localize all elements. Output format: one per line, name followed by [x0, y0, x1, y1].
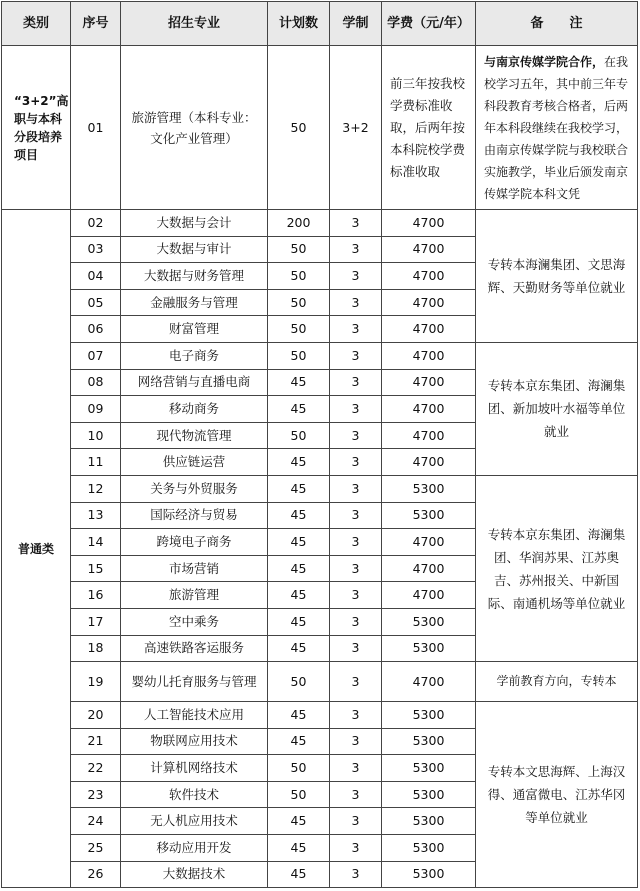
- row-duration: 3: [330, 369, 382, 396]
- header-plan: 计划数: [268, 2, 330, 46]
- row-plan: 45: [268, 449, 330, 476]
- row-fee: 5300: [382, 728, 476, 755]
- row-fee: 4700: [382, 263, 476, 290]
- row-duration: 3: [330, 342, 382, 369]
- row-serial: 10: [71, 422, 121, 449]
- row-fee: 4700: [382, 210, 476, 237]
- row-fee: 5300: [382, 502, 476, 529]
- row-duration: 3: [330, 755, 382, 782]
- table-row: [2, 342, 638, 369]
- special-plan: 50: [268, 46, 330, 210]
- row-major: 网络营销与直播电商: [121, 369, 268, 396]
- row-fee: 4700: [382, 289, 476, 316]
- row-plan: 200: [268, 210, 330, 237]
- row-serial: 13: [71, 502, 121, 529]
- enrollment-table: [1, 1, 638, 888]
- row-serial: 17: [71, 608, 121, 635]
- row-plan: 50: [268, 755, 330, 782]
- row-fee: 5300: [382, 835, 476, 862]
- row-duration: 3: [330, 781, 382, 808]
- row-fee: 5300: [382, 755, 476, 782]
- row-major: 无人机应用技术: [121, 808, 268, 835]
- row-duration: 3: [330, 236, 382, 263]
- row-duration: 3: [330, 502, 382, 529]
- row-duration: 3: [330, 396, 382, 423]
- row-duration: 3: [330, 289, 382, 316]
- row-serial: 03: [71, 236, 121, 263]
- row-serial: 09: [71, 396, 121, 423]
- row-serial: 22: [71, 755, 121, 782]
- row-duration: 3: [330, 475, 382, 502]
- row-fee: 4700: [382, 316, 476, 343]
- row-major: 物联网应用技术: [121, 728, 268, 755]
- special-note: [476, 46, 638, 210]
- row-fee: 5300: [382, 808, 476, 835]
- row-plan: 45: [268, 555, 330, 582]
- row-plan: 45: [268, 502, 330, 529]
- group-note: 专转本海澜集团、文思海辉、天勤财务等单位就业: [476, 210, 638, 343]
- row-plan: 45: [268, 369, 330, 396]
- row-plan: 50: [268, 316, 330, 343]
- row-duration: 3: [330, 529, 382, 556]
- row-serial: 24: [71, 808, 121, 835]
- special-note-partner: 与南京传媒学院合作，: [484, 54, 605, 69]
- row-major: 婴幼儿托育服务与管理: [121, 662, 268, 702]
- row-major: 电子商务: [121, 342, 268, 369]
- row-serial: 06: [71, 316, 121, 343]
- row-duration: 3: [330, 210, 382, 237]
- row-major: 市场营销: [121, 555, 268, 582]
- row-duration: 3: [330, 608, 382, 635]
- row-fee: 5300: [382, 608, 476, 635]
- row-fee: 4700: [382, 555, 476, 582]
- row-duration: 3: [330, 808, 382, 835]
- header-major: 招生专业: [121, 2, 268, 46]
- row-serial: 04: [71, 263, 121, 290]
- special-note-detail: 在我校学习五年，其中前三年专科段教育考核合格者，后两年本科段继续在我校学习，由南京传媒学院与我校联合实施教学，毕业后颁发南京传媒学院本科文凭: [484, 54, 629, 201]
- header-fee: 学费（元/年）: [382, 2, 476, 46]
- row-plan: 50: [268, 289, 330, 316]
- row-major: 移动应用开发: [121, 835, 268, 862]
- row-serial: 16: [71, 582, 121, 609]
- row-plan: 45: [268, 702, 330, 729]
- row-serial: 12: [71, 475, 121, 502]
- row-serial: 11: [71, 449, 121, 476]
- row-plan: 50: [268, 236, 330, 263]
- row-fee: 5300: [382, 702, 476, 729]
- row-duration: 3: [330, 861, 382, 888]
- row-plan: 45: [268, 475, 330, 502]
- row-major: 现代物流管理: [121, 422, 268, 449]
- row-plan: 45: [268, 608, 330, 635]
- row-major: 大数据与审计: [121, 236, 268, 263]
- row-fee: 4700: [382, 369, 476, 396]
- row-major: 旅游管理: [121, 582, 268, 609]
- row-fee: 5300: [382, 781, 476, 808]
- row-major: 人工智能技术应用: [121, 702, 268, 729]
- row-major: 大数据与财务管理: [121, 263, 268, 290]
- special-program-row: [2, 46, 638, 210]
- row-serial: 23: [71, 781, 121, 808]
- row-serial: 14: [71, 529, 121, 556]
- row-fee: 4700: [382, 396, 476, 423]
- row-duration: 3: [330, 662, 382, 702]
- row-plan: 45: [268, 582, 330, 609]
- row-plan: 45: [268, 728, 330, 755]
- row-serial: 20: [71, 702, 121, 729]
- row-fee: 4700: [382, 342, 476, 369]
- row-plan: 50: [268, 422, 330, 449]
- row-plan: 45: [268, 529, 330, 556]
- header-row: [2, 2, 638, 46]
- row-duration: 3: [330, 582, 382, 609]
- row-serial: 18: [71, 635, 121, 662]
- table-row: [2, 702, 638, 729]
- table-row: [2, 662, 638, 702]
- header-serial: 序号: [71, 2, 121, 46]
- row-duration: 3: [330, 263, 382, 290]
- group-note: 专转本文思海辉、上海汉得、通富微电、江苏华冈等单位就业: [476, 702, 638, 888]
- row-plan: 50: [268, 781, 330, 808]
- row-major: 大数据与会计: [121, 210, 268, 237]
- row-plan: 45: [268, 396, 330, 423]
- header-note: 备 注: [476, 2, 638, 46]
- row-serial: 15: [71, 555, 121, 582]
- row-serial: 08: [71, 369, 121, 396]
- row-major: 高速铁路客运服务: [121, 635, 268, 662]
- row-fee: 5300: [382, 635, 476, 662]
- row-fee: 4700: [382, 529, 476, 556]
- row-serial: 19: [71, 662, 121, 702]
- row-fee: 4700: [382, 236, 476, 263]
- row-serial: 02: [71, 210, 121, 237]
- row-fee: 5300: [382, 475, 476, 502]
- table-row: [2, 210, 638, 237]
- row-major: 计算机网络技术: [121, 755, 268, 782]
- row-major: 软件技术: [121, 781, 268, 808]
- row-major: 空中乘务: [121, 608, 268, 635]
- row-plan: 45: [268, 861, 330, 888]
- row-major: 国际经济与贸易: [121, 502, 268, 529]
- general-category: 普通类: [2, 210, 71, 888]
- special-major: 旅游管理（本科专业：文化产业管理）: [121, 46, 268, 210]
- row-major: 财富管理: [121, 316, 268, 343]
- row-major: 关务与外贸服务: [121, 475, 268, 502]
- row-plan: 50: [268, 263, 330, 290]
- row-duration: 3: [330, 635, 382, 662]
- group-note: 专转本京东集团、海澜集团、华润苏果、江苏奥吉、苏州报关、中新国际、南通机场等单位就业: [476, 475, 638, 661]
- row-duration: 3: [330, 702, 382, 729]
- row-serial: 07: [71, 342, 121, 369]
- row-serial: 26: [71, 861, 121, 888]
- row-major: 跨境电子商务: [121, 529, 268, 556]
- row-duration: 3: [330, 422, 382, 449]
- special-category: “3+2”高职与本科分段培养项目: [2, 46, 71, 210]
- row-fee: 4700: [382, 422, 476, 449]
- row-fee: 4700: [382, 582, 476, 609]
- row-fee: 4700: [382, 662, 476, 702]
- row-serial: 05: [71, 289, 121, 316]
- row-major: 金融服务与管理: [121, 289, 268, 316]
- row-major: 供应链运营: [121, 449, 268, 476]
- row-plan: 50: [268, 662, 330, 702]
- table-row: [2, 475, 638, 502]
- row-duration: 3: [330, 316, 382, 343]
- header-duration: 学制: [330, 2, 382, 46]
- row-fee: 5300: [382, 861, 476, 888]
- special-fee: 前三年按我校学费标准收取，后两年按本科院校学费标准收取: [382, 46, 476, 210]
- row-duration: 3: [330, 728, 382, 755]
- group-note: 专转本京东集团、海澜集团、新加坡叶水福等单位就业: [476, 342, 638, 475]
- row-plan: 45: [268, 835, 330, 862]
- row-major: 移动商务: [121, 396, 268, 423]
- row-plan: 45: [268, 808, 330, 835]
- row-serial: 21: [71, 728, 121, 755]
- header-category: 类别: [2, 2, 71, 46]
- row-duration: 3: [330, 449, 382, 476]
- row-fee: 4700: [382, 449, 476, 476]
- special-duration: 3+2: [330, 46, 382, 210]
- special-serial: 01: [71, 46, 121, 210]
- row-plan: 45: [268, 635, 330, 662]
- row-duration: 3: [330, 835, 382, 862]
- row-major: 大数据技术: [121, 861, 268, 888]
- group-note: 学前教育方向，专转本: [476, 662, 638, 702]
- row-serial: 25: [71, 835, 121, 862]
- row-plan: 50: [268, 342, 330, 369]
- row-duration: 3: [330, 555, 382, 582]
